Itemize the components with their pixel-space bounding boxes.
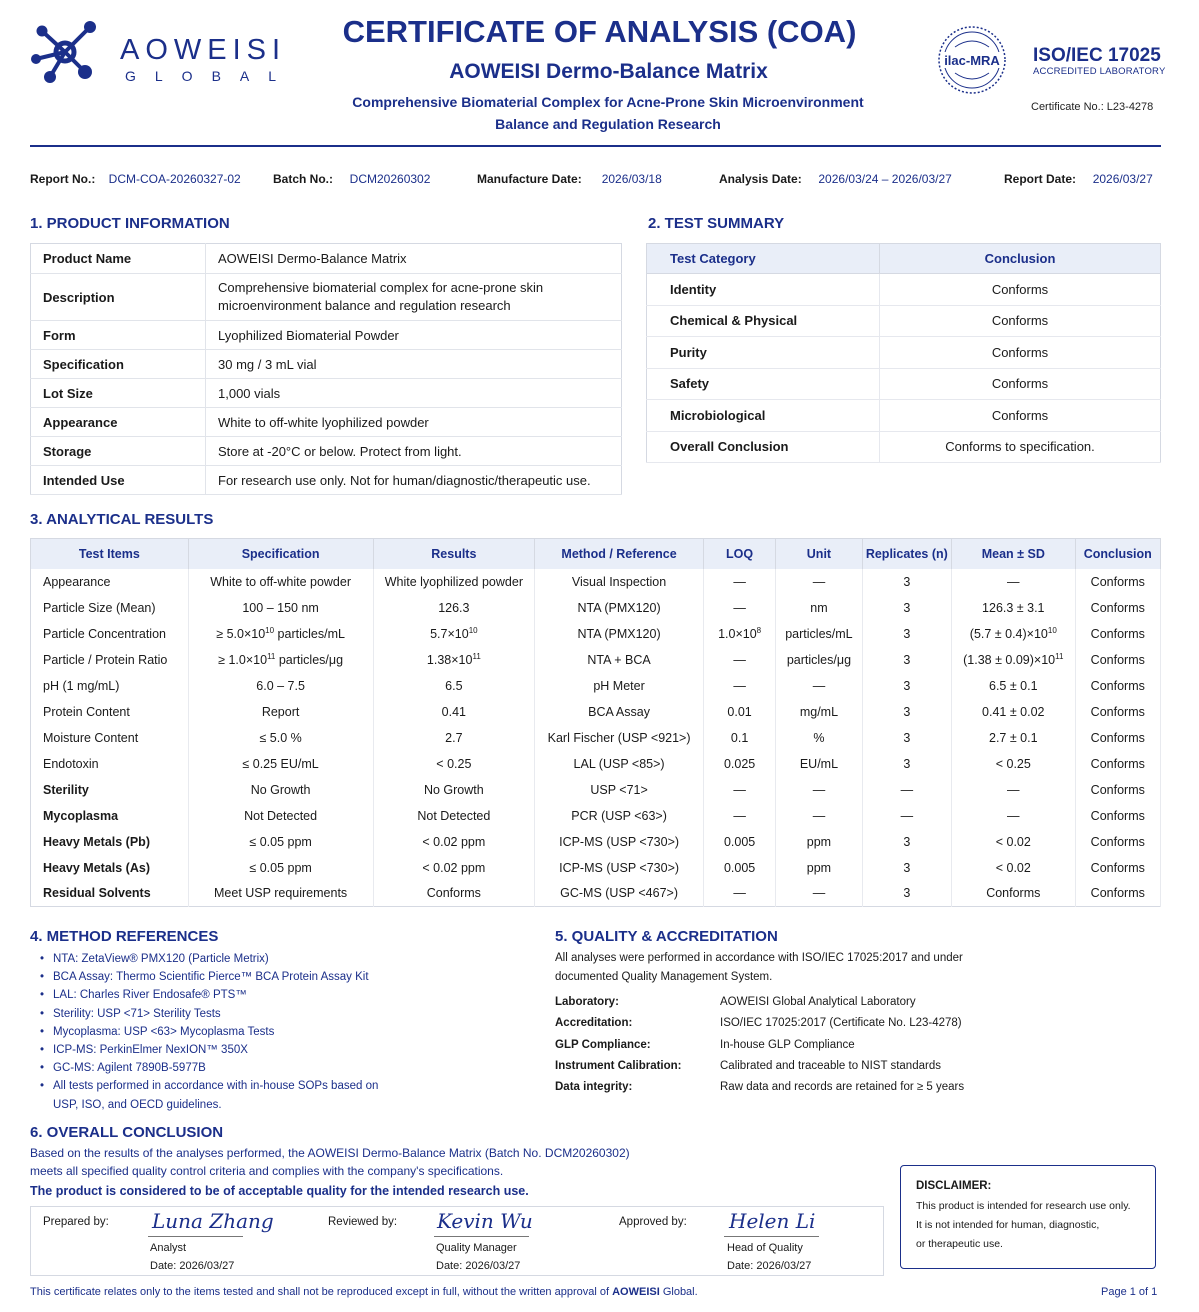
report-no: Report No.: DCM-COA-20260327-02 [30, 172, 241, 186]
quality-glp: GLP Compliance: In-house GLP Compliance [555, 1039, 855, 1051]
cell-unit: — [776, 777, 862, 803]
table-row: Product Name AOWEISI Dermo-Balance Matrix [31, 244, 622, 274]
cell-conclusion: Conforms [1075, 881, 1160, 907]
cell-result: Conforms [373, 881, 535, 907]
cell-unit: nm [776, 595, 862, 621]
cell-spec: Meet USP requirements [188, 881, 373, 907]
cell-result: < 0.02 ppm [373, 855, 535, 881]
table-row: Description Comprehensive biomaterial complex for acne-prone skin microenvironment balance and regulation research [31, 274, 622, 321]
cell-mean: < 0.25 [952, 751, 1076, 777]
reviewed-by-signature: Kevin Wu [437, 1209, 533, 1233]
cell-unit: particles/μg [776, 647, 862, 673]
cell-unit: — [776, 803, 862, 829]
cell-spec: No Growth [188, 777, 373, 803]
col-mean-sd: Mean ± SD [952, 539, 1076, 569]
header-divider [30, 145, 1161, 147]
cell-item: pH (1 mg/mL) [31, 673, 189, 699]
table-row [31, 751, 1161, 777]
col-conclusion: Conclusion [880, 244, 1161, 274]
cell-item: Endotoxin [31, 751, 189, 777]
footer-note: This certificate relates only to the items tested and shall not be reproduced except in full, without the written approval of AOWEISI Global. [30, 1286, 698, 1298]
col-replicates: Replicates (n) [862, 539, 951, 569]
cell-mean: Conforms [952, 881, 1076, 907]
table-row [31, 621, 1161, 647]
signature-line [148, 1236, 243, 1237]
cell-unit: — [776, 881, 862, 907]
cell-method: NTA + BCA [535, 647, 704, 673]
cell-conclusion: Conforms [1075, 803, 1160, 829]
cell-result: No Growth [373, 777, 535, 803]
cell-unit: — [776, 569, 862, 595]
disclaimer-text: This product is intended for research use only. It is not intended for human, diagnostic, or therapeutic use. [916, 1200, 1131, 1250]
table-row [31, 855, 1161, 881]
prepared-by-role: Analyst [150, 1242, 187, 1254]
cell-n: 3 [862, 569, 951, 595]
list-item: • Mycoplasma: USP <63> Mycoplasma Tests [40, 1023, 378, 1041]
table-row [31, 569, 1161, 595]
cell-method: GC-MS (USP <467>) [535, 881, 704, 907]
table-row [31, 595, 1161, 621]
cell-unit: % [776, 725, 862, 751]
cell-loq: 0.025 [703, 751, 775, 777]
cell-loq: 0.01 [703, 699, 775, 725]
quality-statement: All analyses were performed in accordance with ISO/IEC 17025:2017 and under documented Quality Management System. [555, 952, 963, 983]
cell-result: $5.7\times 10^{10}$ [373, 621, 535, 647]
cell-method: PCR (USP <63>) [535, 803, 704, 829]
list-item: • ICP-MS: PerkinElmer NexION™ 350X [40, 1041, 378, 1059]
cell-item: Mycoplasma [31, 803, 189, 829]
quality-calibration: Instrument Calibration: Calibrated and traceable to NIST standards [555, 1060, 941, 1072]
cell-loq: — [703, 777, 775, 803]
cell-method: ICP-MS (USP <730>) [535, 829, 704, 855]
signature-line [724, 1236, 819, 1237]
product-title: AOWEISI Dermo-Balance Matrix [449, 60, 768, 83]
list-item: • LAL: Charles River Endosafe® PTS™ [40, 986, 378, 1004]
cell-mean: — [952, 569, 1076, 595]
iso-subtitle: ACCREDITED LABORATORY [1033, 66, 1166, 77]
logo-subtitle: GLOBAL [125, 68, 296, 84]
iso-title: ISO/IEC 17025 [1033, 45, 1161, 66]
prepared-by-signature: Luna Zhang [152, 1209, 274, 1233]
list-item: • GC-MS: Agilent 7890B-5977B [40, 1059, 378, 1077]
cell-mean: 6.5 ± 0.1 [952, 673, 1076, 699]
cell-result: 2.7 [373, 725, 535, 751]
table-row [31, 699, 1161, 725]
product-info-title: 1. PRODUCT INFORMATION [30, 215, 230, 232]
cell-n: 3 [862, 751, 951, 777]
col-test-category: Test Category [647, 244, 880, 274]
cell-method: pH Meter [535, 673, 704, 699]
cell-n: 3 [862, 855, 951, 881]
col-conclusion: Conclusion [1075, 539, 1160, 569]
table-row: Appearance White to off-white lyophilized powder [31, 408, 622, 437]
cell-spec: ≤ 5.0 % [188, 725, 373, 751]
cell-spec: White to off-white powder [188, 569, 373, 595]
cell-loq: — [703, 803, 775, 829]
cell-loq: — [703, 673, 775, 699]
col-method: Method / Reference [535, 539, 704, 569]
prepared-by-label: Prepared by: [43, 1216, 109, 1228]
cell-conclusion: Conforms [1075, 595, 1160, 621]
quality-accreditation: Accreditation: ISO/IEC 17025:2017 (Certificate No. L23-4278) [555, 1017, 962, 1029]
cell-n: — [862, 777, 951, 803]
cell-result: 0.41 [373, 699, 535, 725]
cell-method: NTA (PMX120) [535, 621, 704, 647]
col-results: Results [373, 539, 535, 569]
cell-loq: $1.0\times 10^8$ [703, 621, 775, 647]
approved-by-role: Head of Quality [727, 1242, 803, 1254]
col-test-items: Test Items [31, 539, 189, 569]
cell-unit: mg/mL [776, 699, 862, 725]
quality-data-integrity: Data integrity: Raw data and records are retained for ≥ 5 years [555, 1081, 965, 1093]
cell-unit: ppm [776, 829, 862, 855]
cell-item: Moisture Content [31, 725, 189, 751]
cell-loq: — [703, 569, 775, 595]
cell-conclusion: Conforms [1075, 569, 1160, 595]
quality-title: 5. QUALITY & ACCREDITATION [555, 928, 778, 945]
table-row [31, 803, 1161, 829]
analytical-results-title: 3. ANALYTICAL RESULTS [30, 511, 214, 528]
ilac-mra-text: ilac-MRA [944, 53, 1000, 68]
approved-by-signature: Helen Li [729, 1209, 816, 1233]
cell-result: $1.38\times 10^{11}$ [373, 647, 535, 673]
product-description-heading: Comprehensive Biomaterial Complex for Acne-Prone Skin Microenvironment Balance and Regulation Research [352, 94, 864, 132]
table-row: Storage Store at -20°C or below. Protect from light. [31, 437, 622, 466]
cell-spec: ≤ 0.05 ppm [188, 829, 373, 855]
cell-item: Residual Solvents [31, 881, 189, 907]
col-unit: Unit [776, 539, 862, 569]
cell-mean: 126.3 ± 3.1 [952, 595, 1076, 621]
cell-conclusion: Conforms [1075, 777, 1160, 803]
table-row: Safety Conforms [647, 368, 1161, 400]
cell-mean: — [952, 803, 1076, 829]
overall-conclusion-text: Based on the results of the analyses performed, the AOWEISI Dermo-Balance Matrix (Batch No. DCM20260302) meets all specified quality control criteria and complies with the company's specifications. [30, 1146, 630, 1178]
certificate-number: Certificate No.: L23-4278 [1031, 101, 1154, 113]
table-row: Identity Conforms [647, 274, 1161, 306]
cell-n: 3 [862, 595, 951, 621]
cell-item: Sterility [31, 777, 189, 803]
list-item: • NTA: ZetaView® PMX120 (Particle Metrix) [40, 950, 378, 968]
analytical-results-table [30, 538, 1161, 907]
cell-n: 3 [862, 725, 951, 751]
cell-mean: $(1.38 \pm 0.09)\times 10^{11}$ [952, 647, 1076, 673]
cell-unit: EU/mL [776, 751, 862, 777]
list-item: • All tests performed in accordance with in-house SOPs based on USP, ISO, and OECD guidelines. [40, 1077, 378, 1113]
reviewed-by-role: Quality Manager [436, 1242, 517, 1254]
cell-conclusion: Conforms [1075, 751, 1160, 777]
approved-by-label: Approved by: [619, 1216, 687, 1228]
cell-loq: — [703, 647, 775, 673]
cell-item: Particle Concentration [31, 621, 189, 647]
table-row [31, 881, 1161, 907]
product-info-table [30, 243, 622, 495]
cell-method: LAL (USP <85>) [535, 751, 704, 777]
table-row: Chemical & Physical Conforms [647, 305, 1161, 337]
cell-item: Heavy Metals (As) [31, 855, 189, 881]
table-row: Specification 30 mg / 3 mL vial [31, 350, 622, 379]
cell-spec: ≥ $1.0\times 10^{11}$ particles/μg [188, 647, 373, 673]
cell-mean: — [952, 777, 1076, 803]
cell-item: Particle / Protein Ratio [31, 647, 189, 673]
cell-n: — [862, 803, 951, 829]
method-references-title: 4. METHOD REFERENCES [30, 928, 219, 945]
cell-conclusion: Conforms [1075, 829, 1160, 855]
cell-item: Particle Size (Mean) [31, 595, 189, 621]
cell-result: Not Detected [373, 803, 535, 829]
cell-loq: 0.005 [703, 829, 775, 855]
list-item: • BCA Assay: Thermo Scientific Pierce™ BCA Protein Assay Kit [40, 968, 378, 986]
cell-n: 3 [862, 881, 951, 907]
cell-method: USP <71> [535, 777, 704, 803]
table-row [31, 829, 1161, 855]
col-specification: Specification [188, 539, 373, 569]
cell-result: < 0.25 [373, 751, 535, 777]
table-row: Overall Conclusion Conforms to specification. [647, 431, 1161, 463]
prepared-by-date: Date: 2026/03/27 [150, 1260, 235, 1272]
table-row: Purity Conforms [647, 337, 1161, 369]
cell-method: BCA Assay [535, 699, 704, 725]
cell-loq: — [703, 595, 775, 621]
batch-no: Batch No.: DCM20260302 [273, 172, 431, 186]
cell-n: 3 [862, 621, 951, 647]
approved-by-date: Date: 2026/03/27 [727, 1260, 812, 1272]
col-loq: LOQ [703, 539, 775, 569]
cell-result: White lyophilized powder [373, 569, 535, 595]
disclaimer-title: DISCLAIMER: [916, 1180, 992, 1192]
cell-loq: — [703, 881, 775, 907]
signature-line [434, 1236, 529, 1237]
table-row [31, 673, 1161, 699]
test-summary-table [646, 243, 1161, 463]
cell-spec: ≤ 0.25 EU/mL [188, 751, 373, 777]
analysis-date: Analysis Date: 2026/03/24 – 2026/03/27 [719, 172, 952, 186]
cell-unit: ppm [776, 855, 862, 881]
table-row: Lot Size 1,000 vials [31, 379, 622, 408]
cell-result: 6.5 [373, 673, 535, 699]
cell-n: 3 [862, 829, 951, 855]
list-item: • Sterility: USP <71> Sterility Tests [40, 1005, 378, 1023]
cell-unit: particles/mL [776, 621, 862, 647]
table-row: Intended Use For research use only. Not for human/diagnostic/therapeutic use. [31, 466, 622, 495]
document-title: CERTIFICATE OF ANALYSIS (COA) [342, 14, 857, 49]
manufacture-date: Manufacture Date: 2026/03/18 [477, 172, 662, 186]
cell-unit: — [776, 673, 862, 699]
cell-conclusion: Conforms [1075, 673, 1160, 699]
quality-laboratory: Laboratory: AOWEISI Global Analytical Laboratory [555, 996, 916, 1008]
cell-mean: $(5.7 \pm 0.4)\times 10^{10}$ [952, 621, 1076, 647]
cell-conclusion: Conforms [1075, 621, 1160, 647]
cell-conclusion: Conforms [1075, 699, 1160, 725]
reviewed-by-date: Date: 2026/03/27 [436, 1260, 521, 1272]
cell-result: < 0.02 ppm [373, 829, 535, 855]
cell-method: Karl Fischer (USP <921>) [535, 725, 704, 751]
disclaimer-box [900, 1165, 1156, 1269]
cell-n: 3 [862, 673, 951, 699]
ilac-mra-seal-icon [937, 25, 1007, 95]
logo-name: AOWEISI [120, 34, 287, 66]
cell-mean: 0.41 ± 0.02 [952, 699, 1076, 725]
table-row [31, 647, 1161, 673]
table-row [31, 725, 1161, 751]
cell-conclusion: Conforms [1075, 725, 1160, 751]
table-row: Form Lyophilized Biomaterial Powder [31, 321, 622, 350]
cell-spec: Report [188, 699, 373, 725]
table-row: Microbiological Conforms [647, 400, 1161, 432]
cell-method: NTA (PMX120) [535, 595, 704, 621]
cell-n: 3 [862, 699, 951, 725]
cell-result: 126.3 [373, 595, 535, 621]
cell-spec: 6.0 – 7.5 [188, 673, 373, 699]
cell-item: Protein Content [31, 699, 189, 725]
cell-mean: < 0.02 [952, 829, 1076, 855]
page-number: Page 1 of 1 [1101, 1286, 1158, 1298]
cell-item: Appearance [31, 569, 189, 595]
report-date: Report Date: 2026/03/27 [1004, 172, 1153, 186]
cell-method: ICP-MS (USP <730>) [535, 855, 704, 881]
cell-mean: < 0.02 [952, 855, 1076, 881]
reviewed-by-label: Reviewed by: [328, 1216, 398, 1228]
cell-spec: 100 – 150 nm [188, 595, 373, 621]
cell-loq: 0.1 [703, 725, 775, 751]
overall-conclusion-title: 6. OVERALL CONCLUSION [30, 1124, 224, 1141]
cell-loq: 0.005 [703, 855, 775, 881]
overall-conclusion-statement: The product is considered to be of acceptable quality for the intended research use. [30, 1184, 529, 1198]
cell-method: Visual Inspection [535, 569, 704, 595]
test-summary-title: 2. TEST SUMMARY [648, 215, 785, 232]
method-references-list [40, 950, 378, 1114]
cell-n: 3 [862, 647, 951, 673]
cell-item: Heavy Metals (Pb) [31, 829, 189, 855]
cell-conclusion: Conforms [1075, 855, 1160, 881]
cell-conclusion: Conforms [1075, 647, 1160, 673]
table-row [31, 777, 1161, 803]
cell-spec: ≤ 0.05 ppm [188, 855, 373, 881]
cell-spec: Not Detected [188, 803, 373, 829]
cell-mean: 2.7 ± 0.1 [952, 725, 1076, 751]
cell-spec: ≥ $5.0\times 10^{10}$ particles/mL [188, 621, 373, 647]
